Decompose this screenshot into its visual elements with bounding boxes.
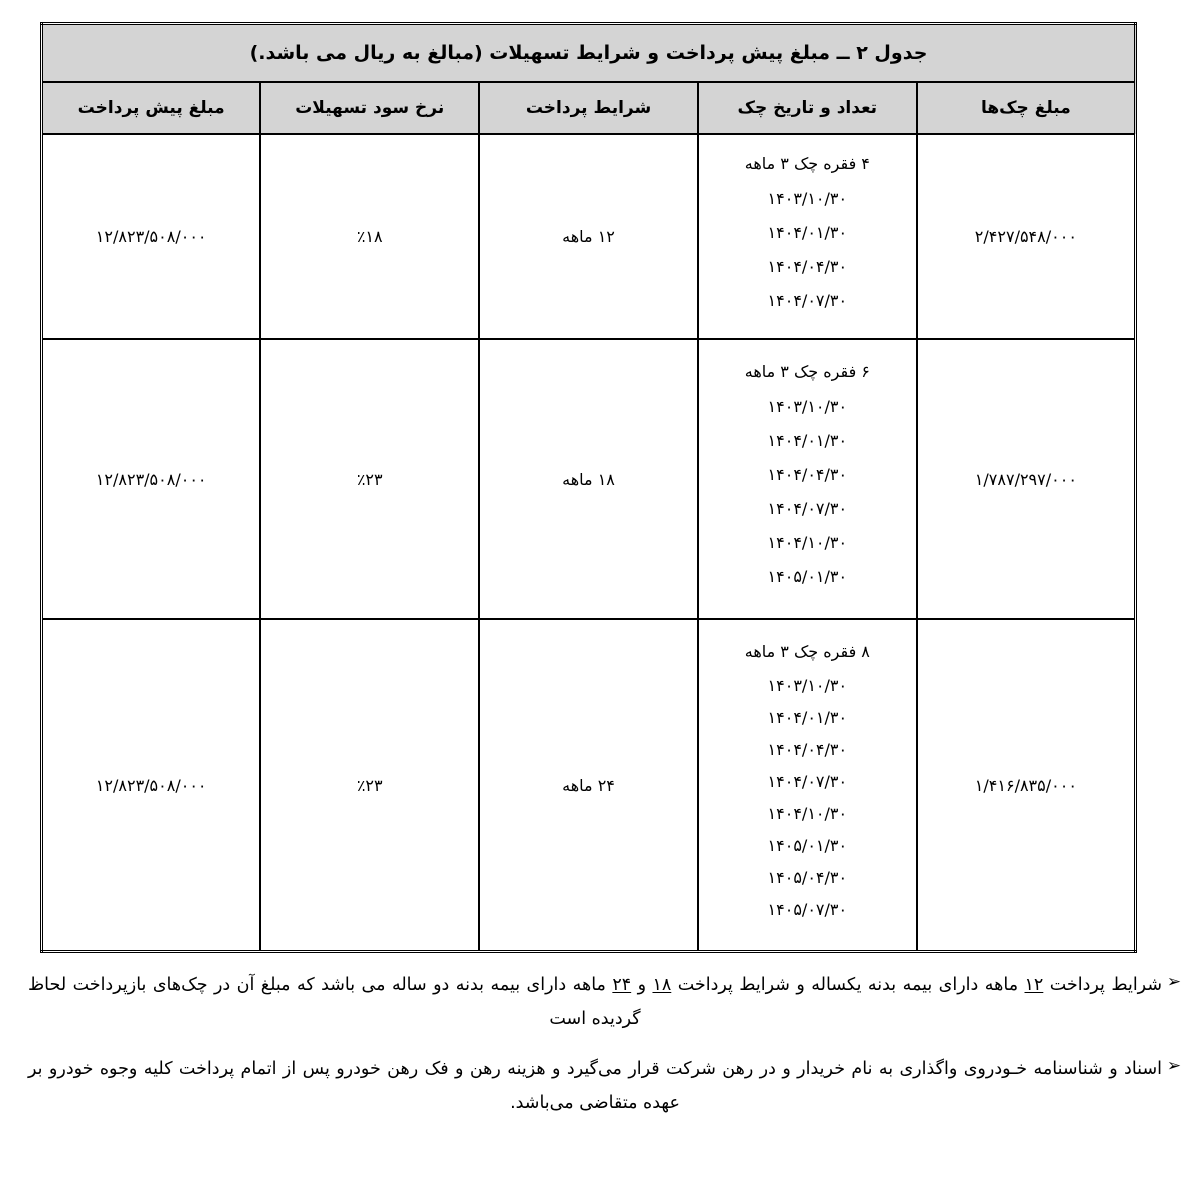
notes-list [24,968,1186,1137]
note-item-mortgage [24,1052,1186,1120]
facility-rate-value: ٪۲۳ [356,469,383,489]
check-date: ۱۴۰۳/۱۰/۳۰ [767,676,848,695]
prepayment-amount-value: ۱۲/۸۲۳/۵۰۸/۰۰۰ [95,775,207,795]
check-date: ۱۴۰۴/۱۰/۳۰ [767,533,848,552]
prepayment-amount-value: ۱۲/۸۲۳/۵۰۸/۰۰۰ [95,227,207,246]
cell-check-count-dates [698,339,917,619]
check-count-label: ۴ فقره چک ۳ ماهه [744,153,870,173]
table-title-row [42,24,1136,83]
facilities-table-container [40,22,1137,953]
check-count-label: ۶ فقره چک ۳ ماهه [744,362,870,381]
column-header-facility-rate: نرخ سود تسهیلات [260,82,479,134]
check-date: ۱۴۰۵/۰۱/۳۰ [767,567,848,586]
cell-checks-amount [917,619,1136,952]
check-date: ۱۴۰۴/۰۷/۳۰ [767,772,848,791]
check-date: ۱۴۰۵/۰۷/۳۰ [767,900,848,919]
table-header [42,24,1136,135]
note-run: و [631,975,653,995]
check-date: ۱۴۰۴/۰۱/۳۰ [767,708,848,727]
note-text-mortgage [24,1052,1162,1120]
cell-facility-rate [260,134,479,339]
check-date: ۱۴۰۳/۱۰/۳۰ [767,397,848,416]
check-date: ۱۴۰۴/۰۷/۳۰ [767,499,848,518]
arrow-bullet-icon: ➢ [1166,972,1182,992]
check-date: ۱۴۰۳/۱۰/۳۰ [767,188,848,208]
check-date: ۱۴۰۴/۱۰/۳۰ [767,804,848,823]
note-emphasis: ۲۴ [612,975,632,995]
note-text-insurance [24,968,1162,1036]
facility-rate-value: ٪۲۳ [356,775,383,795]
cell-prepayment-amount [42,339,261,619]
cell-check-count-dates [698,619,917,952]
note-run: ماهه دارای بیمه بدنه یکساله و شرایط پرداخت [671,975,1025,995]
cell-checks-amount [917,339,1136,619]
column-header-check-count-dates: تعداد و تاریخ چک [698,82,917,134]
table-row [42,619,1136,952]
check-date: ۱۴۰۴/۰۷/۳۰ [767,290,848,310]
cell-payment-terms [479,134,698,339]
checks-amount-value: ۲/۴۲۷/۵۴۸/۰۰۰ [974,227,1077,246]
column-header-prepayment-amount: مبلغ پیش پرداخت [42,82,261,134]
column-header-payment-terms: شرایط پرداخت [479,82,698,134]
check-date: ۱۴۰۴/۰۱/۳۰ [767,431,848,450]
table-row [42,339,1136,619]
table-body [42,134,1136,952]
check-date: ۱۴۰۵/۰۱/۳۰ [767,836,848,855]
checks-amount-value: ۱/۴۱۶/۸۳۵/۰۰۰ [974,775,1077,795]
cell-prepayment-amount [42,134,261,339]
payment-terms-value: ۱۲ ماهه [562,227,615,246]
note-run: ماهه دارای بیمه بدنه دو ساله می باشد که مبلغ آن در چک‌های بازپرداخت لحاظ گردیده است [28,975,641,1030]
check-schedule [699,150,916,324]
note-run: اسناد و شناسنامه خـودروی واگذاری به نام خریدار و در رهن شرکت قرار می‌گیرد و هزینه رهن و فک رهن خودرو پس از اتمام پرداخت کلیه وجوه خودرو بر عهده متقاضی می‌باشد. [28,1059,1162,1114]
check-date: ۱۴۰۵/۰۴/۳۰ [767,868,848,887]
table-title: جدول ۲ ــ مبلغ پیش پرداخت و شرایط تسهیلات (مبالغ به ریال می باشد.) [42,24,1136,83]
check-count-label: ۸ فقره چک ۳ ماهه [744,642,870,661]
check-date: ۱۴۰۴/۰۴/۳۰ [767,465,848,484]
table-row [42,134,1136,339]
cell-facility-rate [260,619,479,952]
note-emphasis: ۱۸ [652,975,672,995]
check-schedule [699,638,916,932]
check-date: ۱۴۰۴/۰۱/۳۰ [767,222,848,242]
cell-check-count-dates [698,134,917,339]
payment-terms-value: ۲۴ ماهه [562,775,615,795]
note-run: شرایط پرداخت [1043,975,1162,995]
checks-amount-value: ۱/۷۸۷/۲۹۷/۰۰۰ [974,469,1077,489]
check-schedule [699,358,916,600]
prepayment-amount-value: ۱۲/۸۲۳/۵۰۸/۰۰۰ [95,469,207,489]
cell-facility-rate [260,339,479,619]
arrow-bullet-icon: ➢ [1166,1056,1182,1077]
cell-payment-terms [479,619,698,952]
payment-terms-value: ۱۸ ماهه [562,469,615,489]
cell-checks-amount [917,134,1136,339]
column-header-checks-amount: مبلغ چک‌ها [917,82,1136,134]
table-column-header-row [42,82,1136,134]
note-item-insurance [24,968,1186,1036]
cell-prepayment-amount [42,619,261,952]
cell-payment-terms [479,339,698,619]
check-date: ۱۴۰۴/۰۴/۳۰ [767,740,848,759]
check-date: ۱۴۰۴/۰۴/۳۰ [767,256,848,276]
note-emphasis: ۱۲ [1024,975,1044,995]
facilities-table [40,22,1137,953]
facility-rate-value: ٪۱۸ [356,227,383,246]
